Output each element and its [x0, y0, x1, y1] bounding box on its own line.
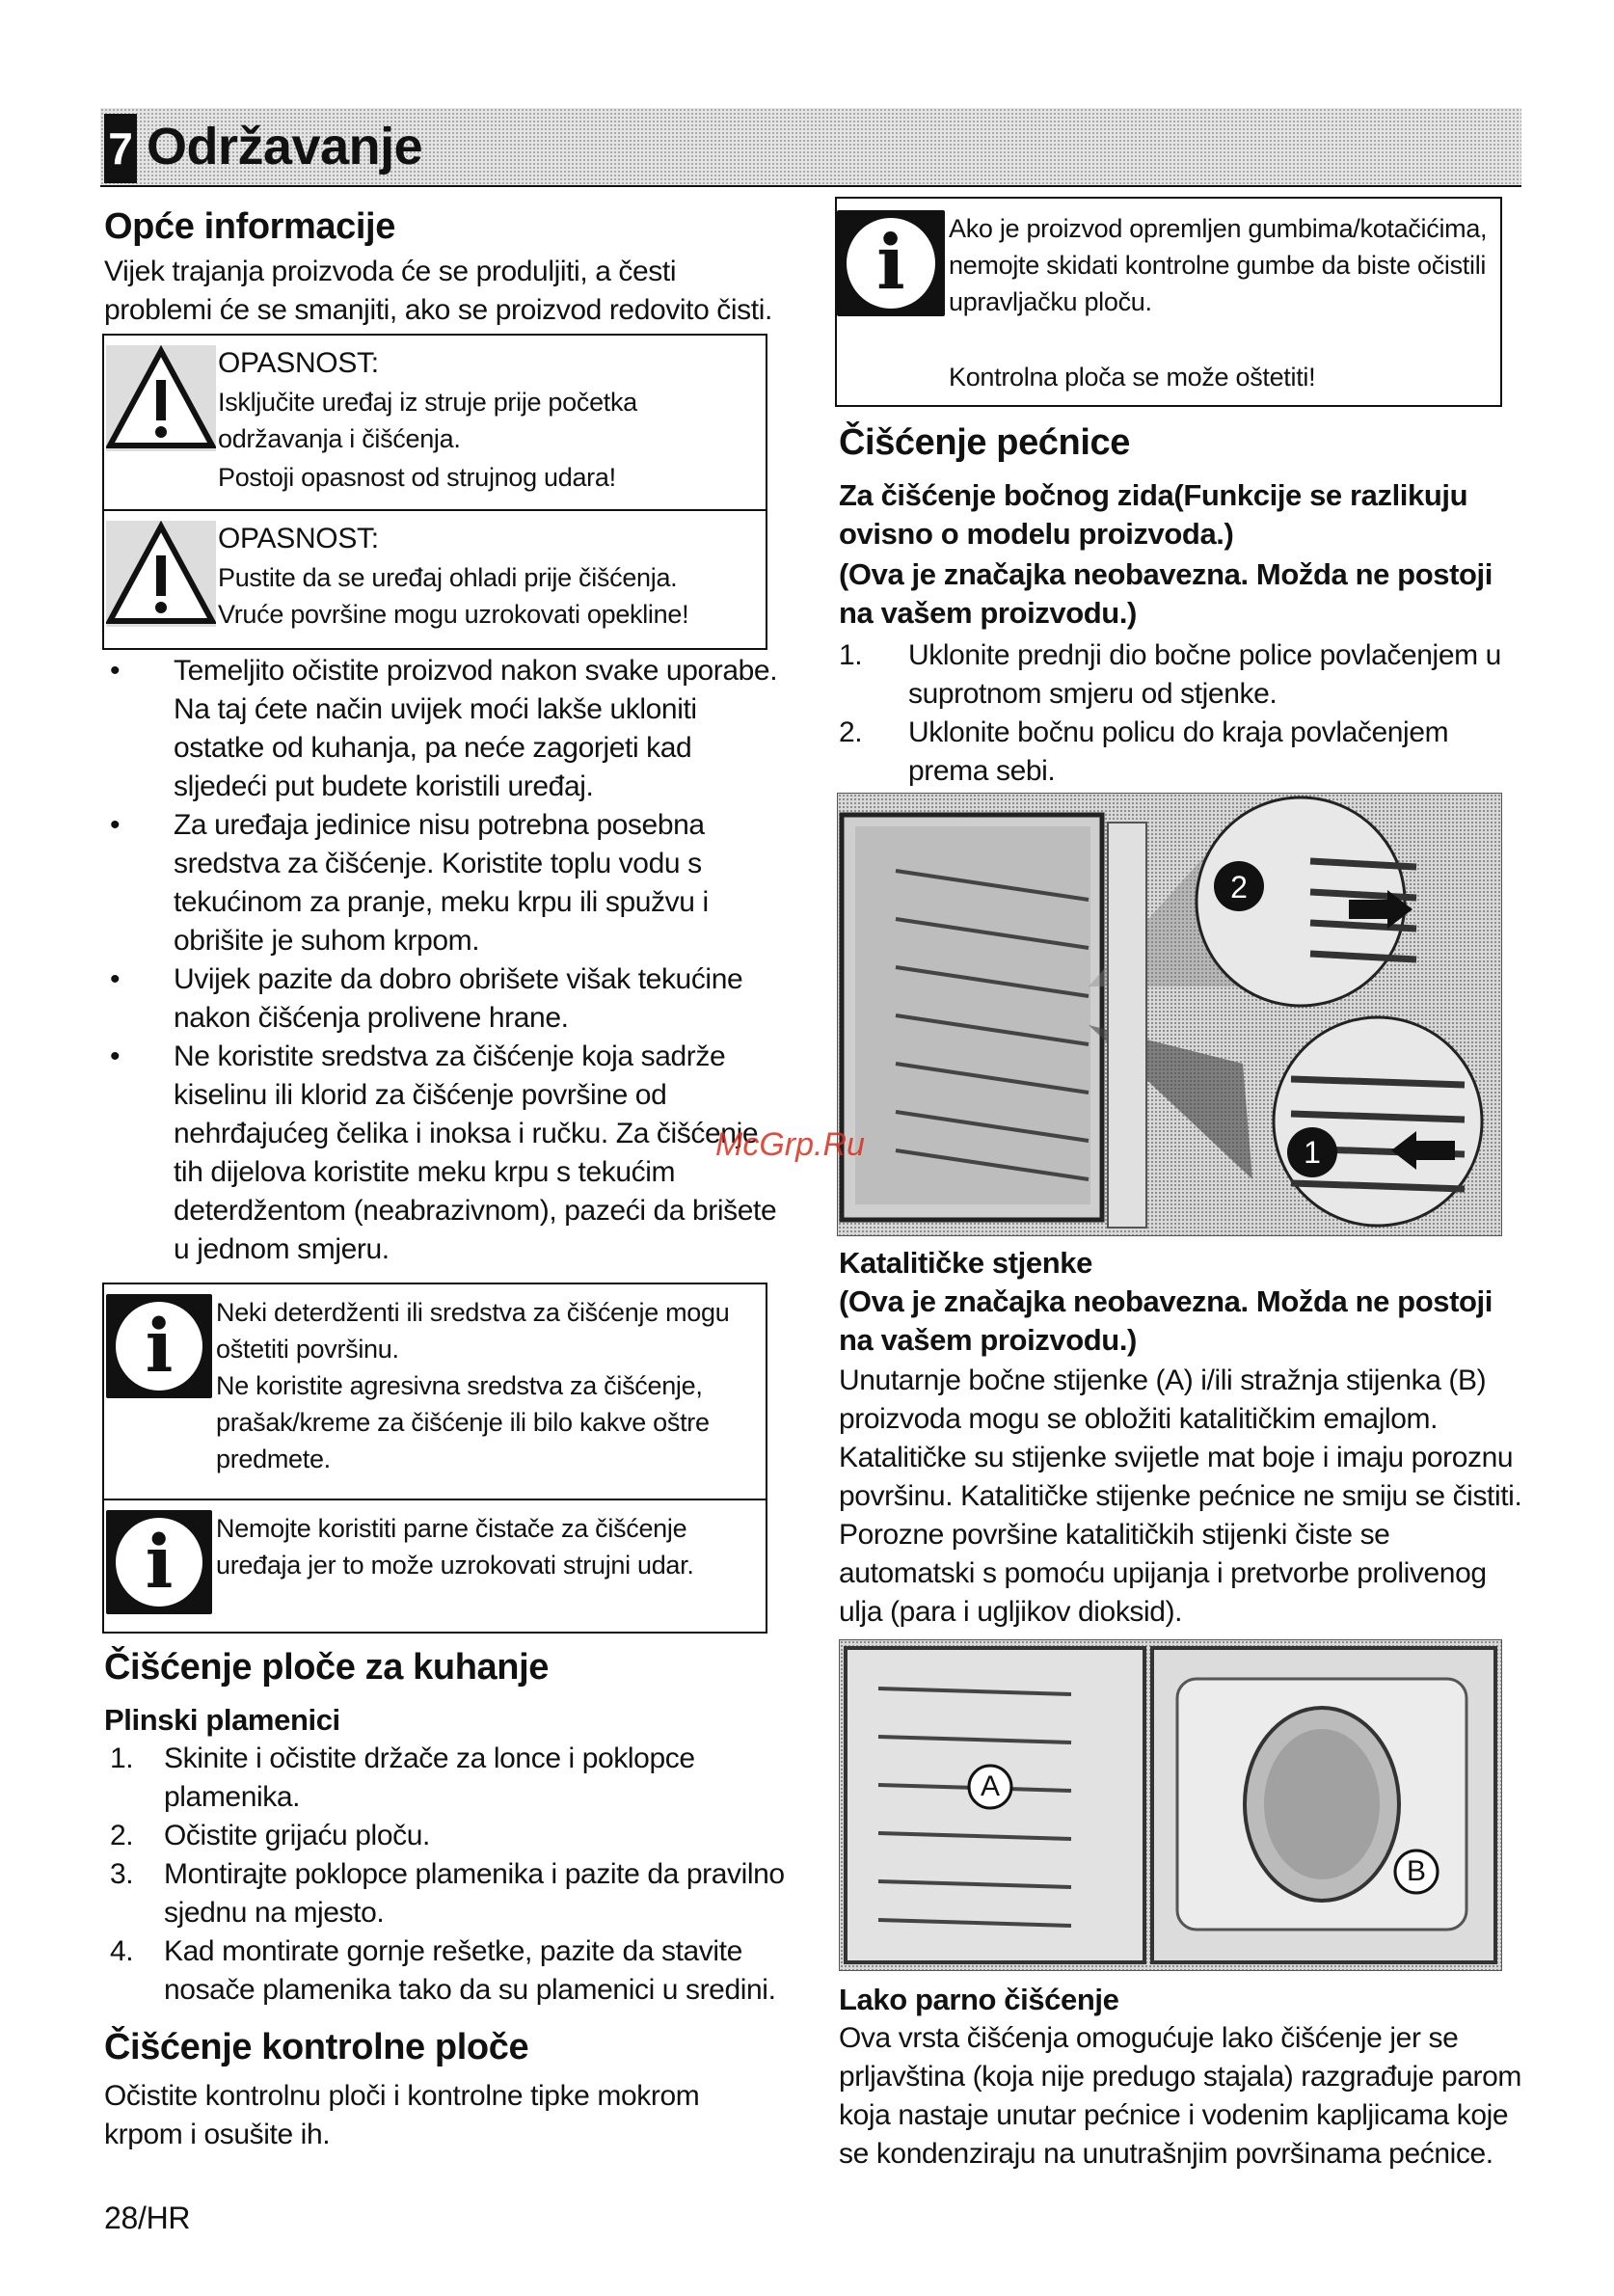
danger2-label: OPASNOST:	[218, 523, 379, 554]
control-panel-text: Očistite kontrolnu ploči i kontrolne tipke mokrom krpom i osušite ih.	[104, 2080, 700, 2150]
list-item: 4. Kad montirate gornje rešetke, pazite da stavite nosače plamenika tako da su plamenici u sredini.	[110, 1935, 776, 2006]
list-item: 2. Očistite grijaću ploču.	[110, 1820, 430, 1851]
list-item: 1. Skinite i očistite držače za lonce i poklopce plamenika.	[110, 1742, 695, 1813]
catalytic-text: Unutarnje bočne stijenke (A) i/ili stražnja stijenka (B) proizvoda mogu se obložiti katalitičkim emajlom. Katalitičke su stijenke svijetle mat boje i imaju poroznu površinu. Katalitičke stijenke pećnice ne smiju se čistiti. Porozne površine katalitičkih stijenki čiste se automatski s pomoću upijanja i pretvorbe prolivenog ulja (para i ugljikov dioksid).	[839, 1364, 1522, 1628]
catalytic-walls-illustration	[840, 1640, 1501, 1970]
list-item: • Za uređaja jedinice nisu potrebna posebna sredstva za čišćenje. Koristite toplu vodu s tekućinom za pranje, meku krpu ili spužvu i obrišite je suhom krpom.	[104, 806, 781, 960]
danger1-label: OPASNOST:	[218, 347, 379, 379]
watermark: McGrp.Ru	[715, 1126, 865, 1163]
list-item: 3. Montirajte poklopce plamenika i pazite da pravilno sjednu na mjesto.	[110, 1858, 785, 1929]
section-number: 7	[104, 114, 137, 183]
danger1-text: Isključite uređaj iz struje prije početka održavanja i čišćenja.	[218, 388, 637, 453]
steam-cleaning-text: Ova vrsta čišćenja omogućuje lako čišćenje jer se prljavština (koja nije predugo stajala) razgrađuje parom koja nastaje unutar pećnice i vodenim kapljicama koje se kondenziraju na unutrašnjim površinama pećnice.	[839, 2022, 1521, 2170]
hob-cleaning-title: Čišćenje ploče za kuhanje	[104, 1647, 549, 1688]
side-rack-removal-image	[837, 793, 1502, 1236]
oven-cleaning-title: Čišćenje pećnice	[839, 422, 1130, 463]
catalytic-walls-image	[839, 1639, 1502, 1971]
info-divider	[103, 1499, 767, 1500]
danger2-warning: Vruće površine mogu uzrokovati opekline!	[218, 600, 689, 629]
oven-rack-illustration	[838, 794, 1501, 1235]
list-item: • Uvijek pazite da dobro obrišete višak tekućine nakon čišćenja prolivene hrane.	[104, 960, 781, 1038]
catalytic-title: Katalitičke stjenke	[839, 1246, 1092, 1280]
gas-burners-subtitle: Plinski plamenici	[104, 1703, 340, 1737]
info1-text-2: Ne koristite agresivna sredstva za čišćenje, prašak/kreme za čišćenje ili bilo kakve oštre predmete.	[216, 1371, 710, 1473]
info1-text: Neki deterdženti ili sredstva za čišćenje mogu oštetiti površinu.	[216, 1298, 730, 1364]
cleaning-tips-list	[104, 652, 781, 1269]
list-item: 1. Uklonite prednji dio bočne police povlačenjem u suprotnom smjeru od stjenke.	[839, 639, 1501, 710]
control-panel-title: Čišćenje kontrolne ploče	[104, 2027, 529, 2067]
callout-1: 1	[1304, 1135, 1321, 1170]
hob-steps-list	[110, 1740, 785, 2010]
danger2-text: Pustite da se uređaj ohladi prije čišćenja.	[218, 563, 678, 592]
side-wall-subtitle: Za čišćenje bočnog zida(Funkcije se razlikuju ovisno o modelu proizvoda.)	[839, 478, 1468, 551]
section-title: Održavanje	[147, 118, 423, 176]
page-number: 28/HR	[104, 2201, 191, 2235]
list-item: • Temeljito očistite proizvod nakon svake uporabe. Na taj ćete način uvijek moći lakše ukloniti ostatke od kuhanja, pa neće zagorjeti kad sljedeći put budete koristili uređaj.	[104, 652, 781, 806]
catalytic-optional-note: (Ova je značajka neobavezna. Možda ne postoji na vašem proizvodu.)	[839, 1284, 1493, 1357]
info3-text: Ako je proizvod opremljen gumbima/kotačićima, nemojte skidati kontrolne gumbe da biste očistili upravljačku ploču.	[949, 214, 1488, 316]
general-info-title: Opće informacije	[104, 206, 395, 247]
callout-2: 2	[1230, 870, 1248, 905]
oven-steps-list	[839, 636, 1514, 791]
info2-text: Nemojte koristiti parne čistače za čišćenje uređaja jer to može uzrokovati strujni udar.	[216, 1514, 694, 1580]
danger-divider	[103, 509, 767, 511]
optional-feature-note: (Ova je značajka neobavezna. Možda ne postoji na vašem proizvodu.)	[839, 557, 1493, 630]
list-item: 2. Uklonite bočnu policu do kraja povlačenjem prema sebi.	[839, 716, 1449, 787]
warning-triangle-icon	[106, 345, 216, 451]
list-item: • Ne koristite sredstva za čišćenje koja sadrže kiselinu ili klorid za čišćenje površine od nehrđajućeg čelika i inoksa i ručku. Za čišćenje tih dijelova koristite meku krpu s tekućim deterdžentom (neabrazivnom), pazeći da brišete u jednom smjeru.	[104, 1038, 781, 1269]
steam-cleaning-title: Lako parno čišćenje	[839, 1983, 1119, 2016]
danger1-warning: Postoji opasnost od strujnog udara!	[218, 463, 616, 492]
label-a: A	[980, 1770, 1000, 1802]
warning-triangle-icon	[106, 521, 216, 627]
info-icon: i	[106, 1510, 212, 1614]
info3-warning: Kontrolna ploča se može oštetiti!	[949, 363, 1316, 392]
label-b: B	[1406, 1855, 1426, 1887]
general-info-intro: Vijek trajanja proizvoda će se produljiti, a česti problemi će se smanjiti, ako se proizvod redovito čisti.	[104, 256, 772, 326]
info-icon: i	[837, 210, 945, 316]
info-icon: i	[106, 1294, 212, 1398]
